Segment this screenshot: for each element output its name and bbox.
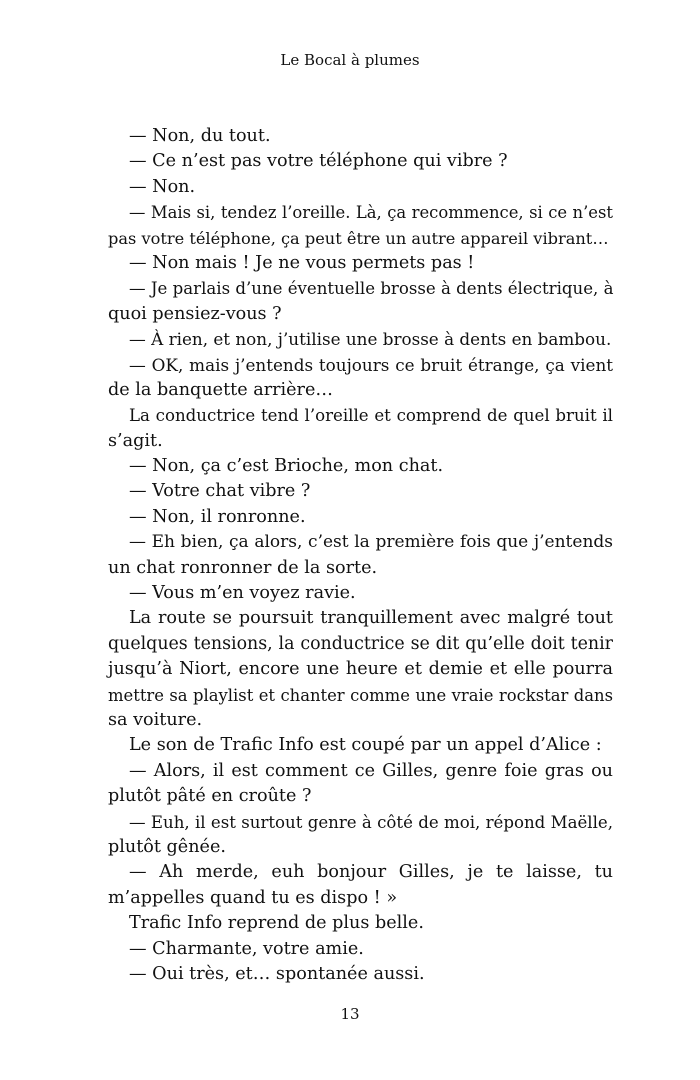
text-line: — Ce n’est pas votre téléphone qui vibre ?: [129, 151, 508, 172]
text-line: — Non mais ! Je ne vous permets pas !: [129, 252, 475, 273]
text-line: Le son de Trafic Info est coupé par un appel d’Alice :: [129, 735, 602, 756]
text-line: — Ah merde, euh bonjour Gilles, je te laisse, tu: [129, 862, 613, 883]
page-number: 13: [340, 1005, 360, 1023]
text-line: — Oui très, et… spontanée aussi.: [129, 963, 425, 984]
text-line: s’agit.: [108, 430, 163, 451]
text-line: La conductrice tend l’oreille et comprend de quel bruit il: [129, 406, 613, 426]
text-line: Trafic Info reprend de plus belle.: [129, 913, 424, 934]
text-line: sa voiture.: [108, 709, 203, 730]
text-line: quelques tensions, la conductrice se dit qu’elle doit tenir: [108, 633, 613, 654]
text-line: mettre sa playlist et chanter comme une vraie rockstar dans: [108, 685, 613, 705]
text-line: — À rien, et non, j’utilise une brosse à dents en bambou.: [129, 329, 612, 350]
text-line: — Vous m’en voyez ravie.: [129, 583, 356, 604]
text-line: un chat ronronner de la sorte.: [108, 557, 378, 578]
text-line: — Eh bien, ça alors, c’est la première fois que j’entends: [129, 532, 613, 553]
text-line: — Non.: [129, 176, 196, 197]
text-line: — Non, il ronronne.: [129, 506, 306, 527]
text-line: de la banquette arrière…: [108, 379, 333, 400]
text-line: m’appelles quand tu es dispo ! »: [108, 887, 398, 908]
text-line: — OK, mais j’entends toujours ce bruit étrange, ça vient: [129, 354, 613, 375]
text-line: pas votre téléphone, ça peut être un autre appareil vibrant…: [108, 228, 609, 248]
text-line: — Charmante, votre amie.: [129, 938, 364, 959]
text-line: — Mais si, tendez l’oreille. Là, ça recommence, si ce n’est: [129, 203, 613, 223]
text-line: — Non, du tout.: [129, 126, 271, 146]
text-line: plutôt pâté en croûte ?: [108, 786, 312, 807]
body-text: [108, 124, 613, 987]
text-line: — Je parlais d’une éventuelle brosse à dents électrique, à: [129, 279, 614, 299]
text-line: — Non, ça c’est Brioche, mon chat.: [129, 456, 444, 477]
text-line: jusqu’à Niort, encore une heure et demie et elle pourra: [108, 659, 613, 680]
text-line: quoi pensiez-vous ?: [108, 303, 282, 324]
text-line: La route se poursuit tranquillement avec malgré tout: [129, 608, 613, 629]
running-header: Le Bocal à plumes: [280, 51, 420, 69]
text-line: — Votre chat vibre ?: [129, 481, 311, 502]
text-line: — Alors, il est comment ce Gilles, genre foie gras ou: [129, 760, 613, 781]
text-line: plutôt gênée.: [108, 836, 226, 857]
text-line: — Euh, il est surtout genre à côté de moi, répond Maëlle,: [129, 812, 613, 832]
